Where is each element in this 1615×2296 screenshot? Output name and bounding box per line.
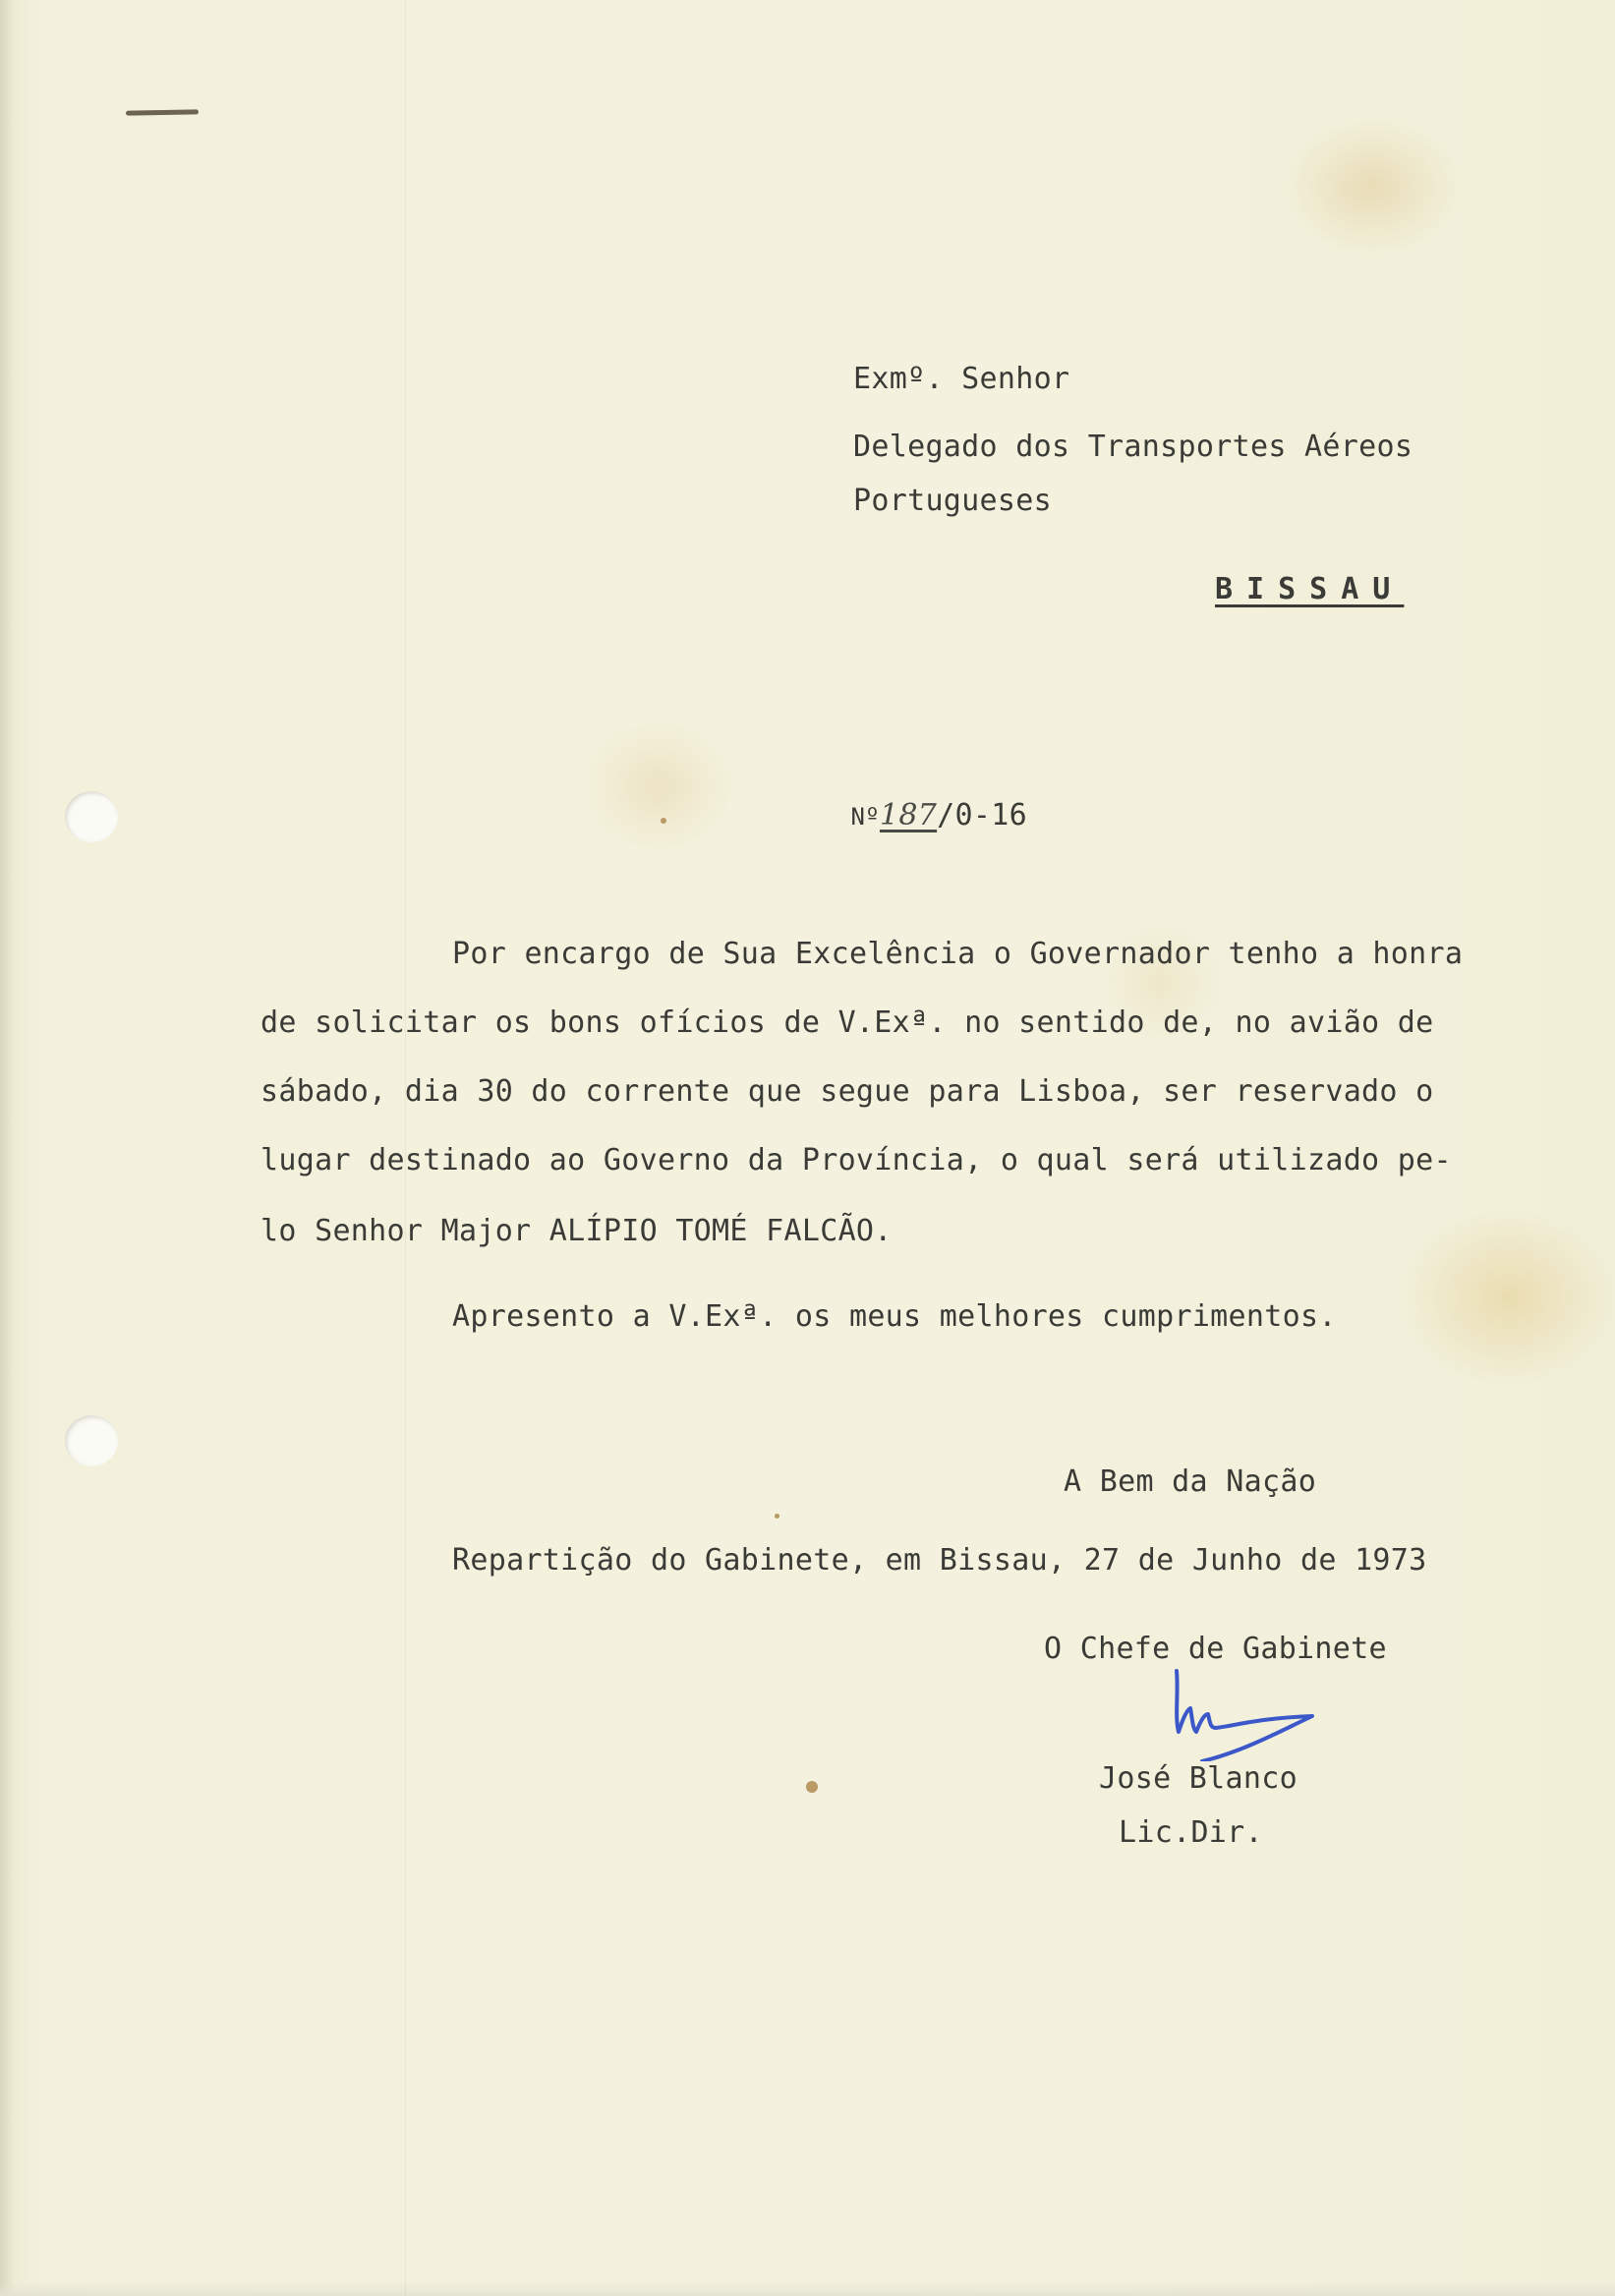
signatory-title: O Chefe de Gabinete	[1044, 1632, 1387, 1666]
body-line: de solicitar os bons ofícios de V.Exª. no sentido de, no avião de	[260, 1005, 1434, 1040]
reference-suffix: /0-16	[937, 798, 1027, 832]
signatory-degree: Lic.Dir.	[1119, 1815, 1263, 1850]
addressee-title-line2: Portugueses	[853, 484, 1052, 518]
paper-speck	[775, 1514, 779, 1519]
closing-place-date: Repartição do Gabinete, em Bissau, 27 de Junho de 1973	[452, 1543, 1427, 1578]
paper-left-edge	[0, 0, 14, 2296]
reference-number	[779, 763, 1027, 870]
body-line: Por encargo de Sua Excelência o Governador tenho a honra	[452, 937, 1464, 971]
reference-prefix: Nº	[850, 803, 880, 831]
paper-bottom-edge	[0, 2282, 1615, 2296]
paper-speck	[661, 818, 666, 824]
body-line: lo Senhor Major ALÍPIO TOMÉ FALCÃO.	[260, 1214, 893, 1248]
addressee-title-line1: Delegado dos Transportes Aéreos	[853, 430, 1413, 464]
body-line: lugar destinado ao Governo da Província, o qual será utilizado pe-	[260, 1143, 1452, 1177]
punch-hole-bottom	[65, 1415, 118, 1466]
reference-handwritten-number: 187	[879, 798, 938, 832]
paper-speck	[806, 1781, 818, 1793]
closing-motto: A Bem da Nação	[1064, 1464, 1317, 1499]
body-line: sábado, dia 30 do corrente que segue para Lisboa, ser reservado o	[260, 1074, 1434, 1109]
signatory-name: José Blanco	[1099, 1761, 1298, 1796]
handwritten-signature	[1165, 1663, 1322, 1761]
addressee-salutation: Exmº. Senhor	[853, 362, 1070, 396]
punch-hole-top	[65, 791, 118, 842]
body-closing-paragraph: Apresento a V.Exª. os meus melhores cumprimentos.	[452, 1299, 1337, 1334]
ink-mark	[126, 109, 199, 115]
addressee-city: BISSAU	[1215, 572, 1405, 606]
